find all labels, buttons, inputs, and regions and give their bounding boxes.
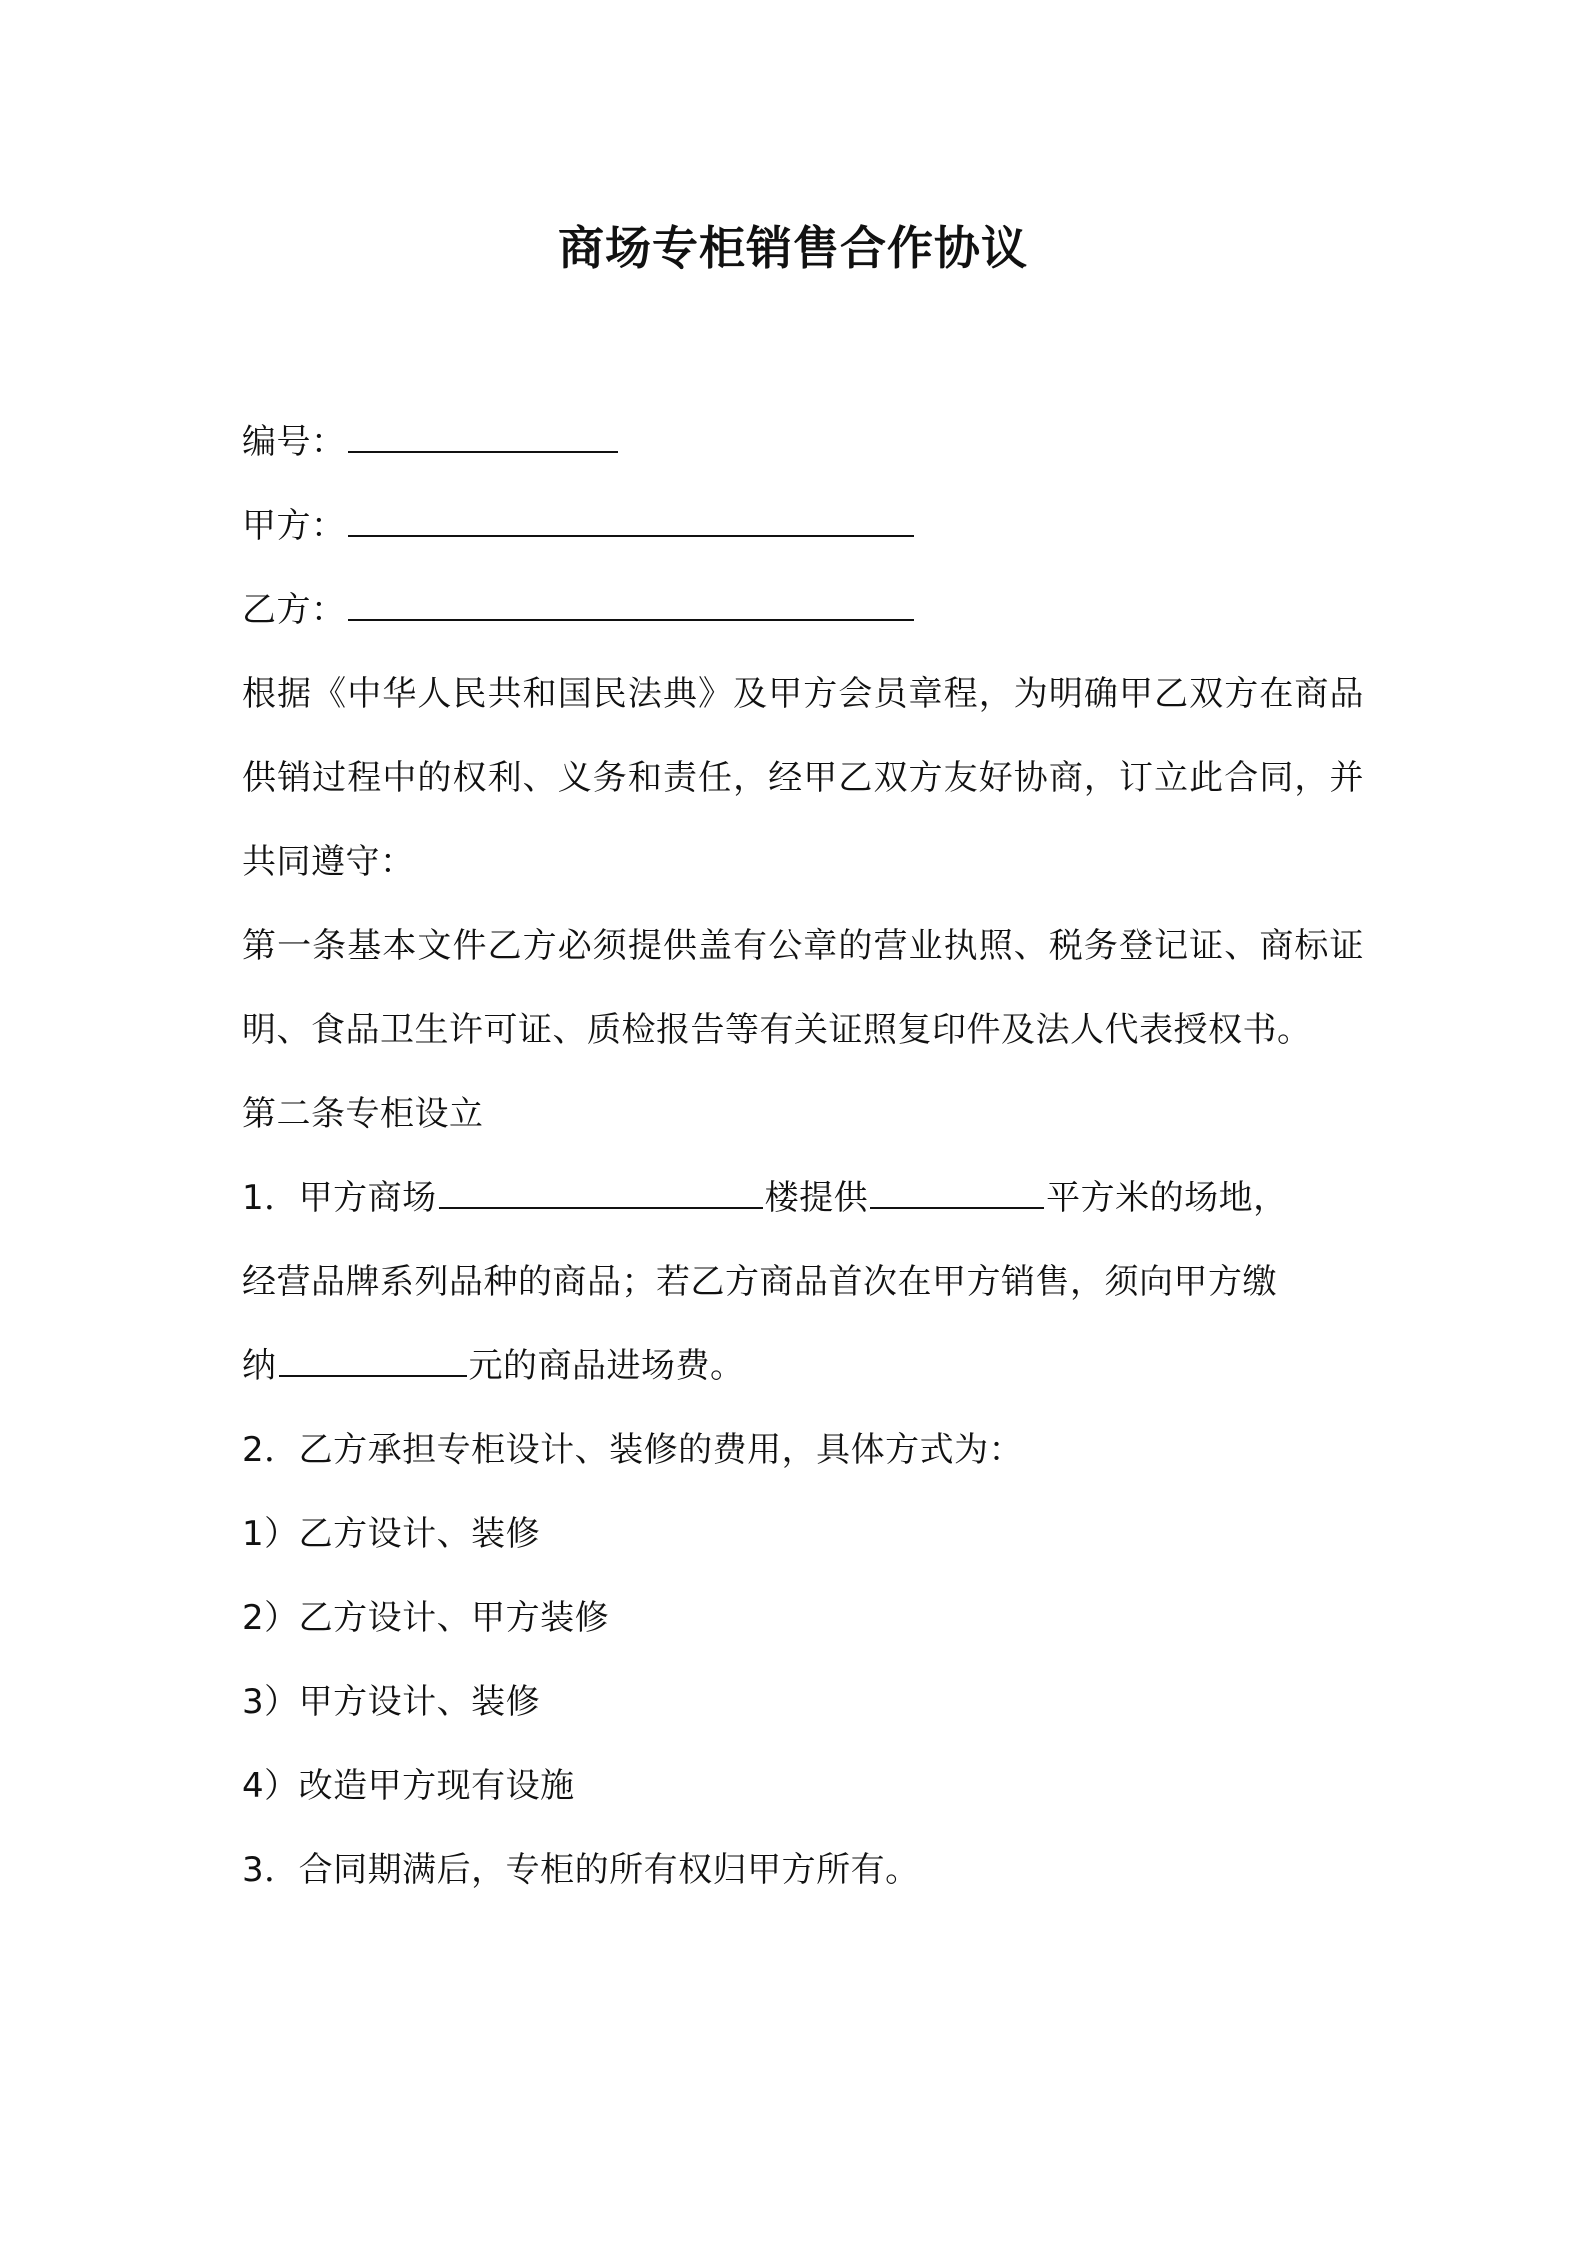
party-b-label: 乙方：	[242, 590, 346, 630]
article-2-item-1-line-2: 经营品牌系列品种的商品；若乙方商品首次在甲方销售，须向甲方缴	[242, 1262, 1277, 1302]
document-body	[242, 400, 1364, 1912]
item-1-line-3-part-2: 元的商品进场费。	[468, 1346, 745, 1386]
number-blank	[348, 421, 618, 453]
party-a-blank	[348, 505, 914, 537]
article-1-paragraph: 第一条基本文件乙方必须提供盖有公章的营业执照、税务登记证、商标证明、食品卫生许可证、质检报告等有关证照复印件及法人代表授权书。	[242, 926, 1364, 1050]
party-a-field	[242, 484, 1364, 568]
article-2-item-2: 2．乙方承担专柜设计、装修的费用，具体方式为：	[242, 1430, 1024, 1470]
floor-blank	[439, 1177, 763, 1209]
item-1-part-2: 楼提供	[764, 1178, 869, 1218]
number-label: 编号：	[242, 422, 346, 462]
decoration-option-1: 1）乙方设计、装修	[242, 1514, 541, 1554]
article-2-item-1-line-1	[242, 1156, 1364, 1240]
number-field	[242, 400, 1364, 484]
document-title: 商场专柜销售合作协议	[558, 221, 1028, 275]
article-2-item-1-line-3	[242, 1324, 1364, 1408]
preamble-paragraph: 根据《中华人民共和国民法典》及甲方会员章程，为明确甲乙双方在商品供销过程中的权利、义务和责任，经甲乙双方友好协商，订立此合同，并共同遵守：	[242, 674, 1364, 882]
article-2-item-3: 3．合同期满后，专柜的所有权归甲方所有。	[242, 1850, 920, 1890]
decoration-option-2: 2）乙方设计、甲方装修	[242, 1598, 610, 1638]
item-1-part-3: 平方米的场地，	[1046, 1178, 1288, 1218]
decoration-option-3: 3）甲方设计、装修	[242, 1682, 541, 1722]
article-2-heading: 第二条专柜设立	[242, 1094, 484, 1134]
decoration-option-4: 4）改造甲方现有设施	[242, 1766, 575, 1806]
party-b-field	[242, 568, 1364, 652]
entry-fee-blank	[279, 1345, 467, 1377]
item-1-line-3-part-1: 纳	[242, 1346, 277, 1386]
party-b-blank	[348, 589, 914, 621]
area-blank	[870, 1177, 1044, 1209]
item-1-part-1: 1．甲方商场	[242, 1178, 437, 1218]
party-a-label: 甲方：	[242, 506, 346, 546]
